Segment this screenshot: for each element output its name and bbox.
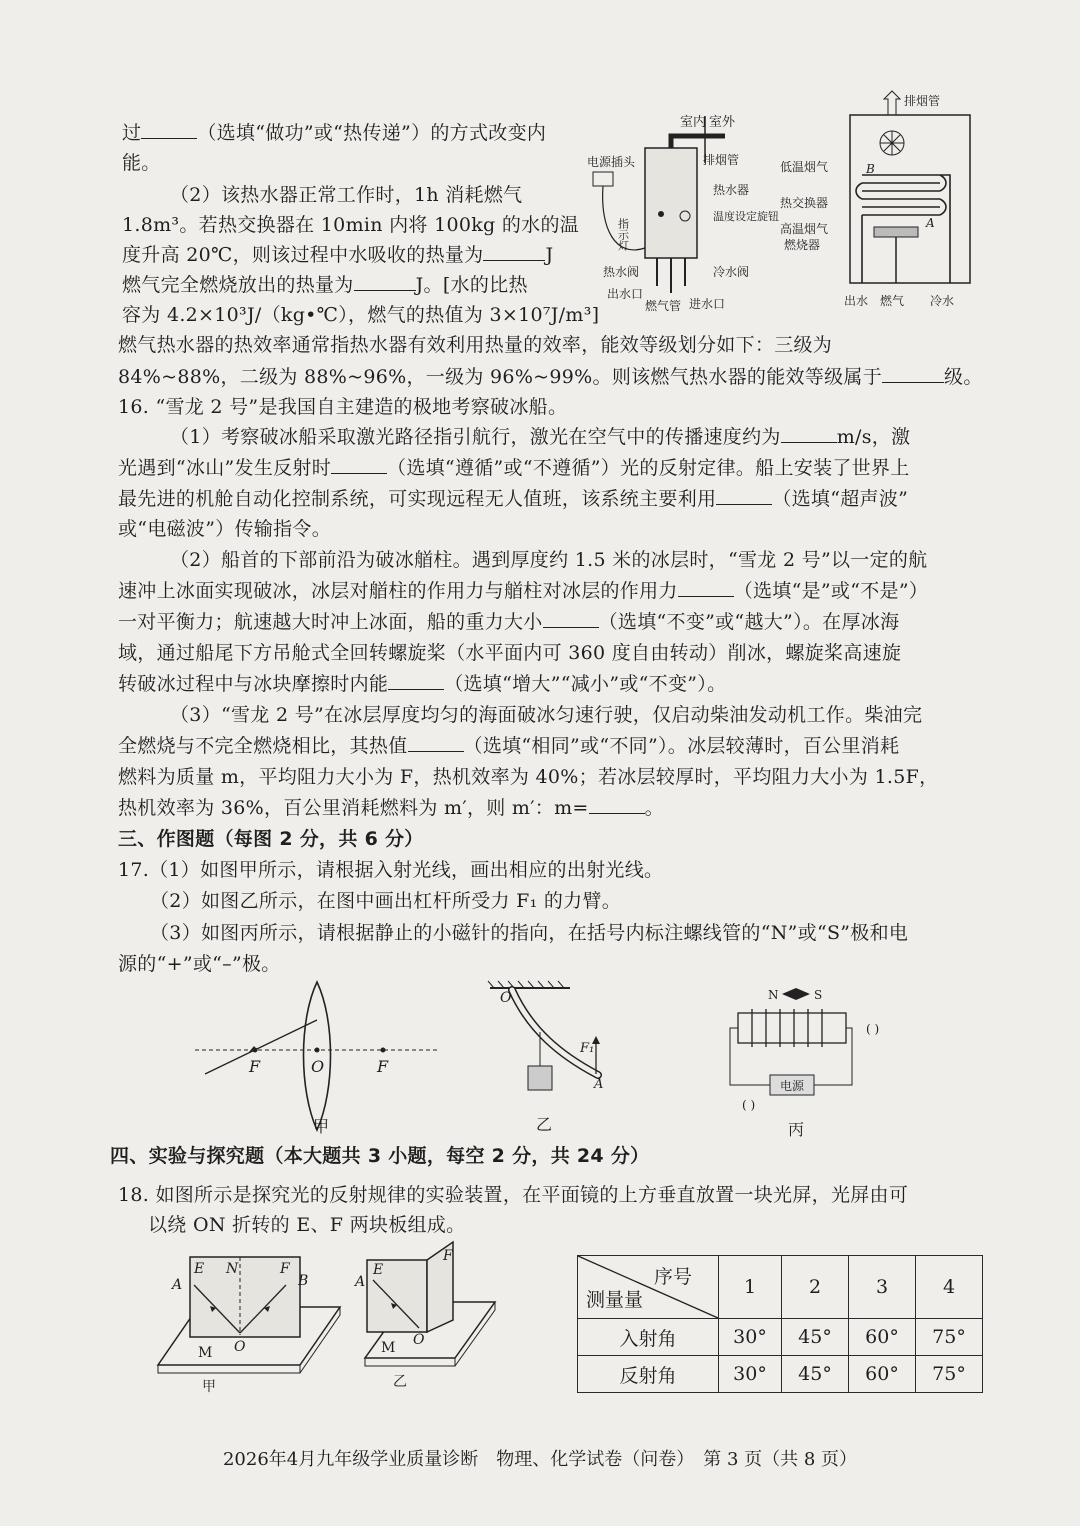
q16-p2-line1: （2）船首的下部前沿为破冰艏柱。遇到厚度约 1.5 米的冰层时，“雪龙 2 号”以一定的航 bbox=[170, 549, 928, 571]
label-exhaust-pipe: 排烟管 bbox=[703, 153, 740, 167]
label-gas: 燃气 bbox=[880, 294, 905, 308]
q15-line5: 度升高 20℃，则该过程中水吸收的热量为 J bbox=[122, 240, 553, 270]
label-temp-knob: 温度设定旋钮 bbox=[713, 210, 779, 223]
q15-line1: 过 （选填“做功”或“热传递”）的方式改变内 bbox=[122, 118, 546, 148]
label-f1: F₁ bbox=[580, 1041, 595, 1056]
table-cell: 30° bbox=[719, 1356, 782, 1393]
label-focus-left: F bbox=[249, 1057, 261, 1076]
q17-part3a: （3）如图丙所示，请根据静止的小磁针的指向，在括号内标注螺线管的“N”或“S”极和电 bbox=[150, 922, 909, 944]
q16-p2-line2: 速冲上冰面实现破冰，冰层对艏柱的作用力与艏柱对冰层的作用力 （选填“是”或“不是”） bbox=[118, 576, 928, 606]
q16-p3-line2: 全燃烧与不完全燃烧相比，其热值 （选填“相同”或“不同”）。冰层较薄时，百公里消耗 bbox=[118, 731, 899, 761]
page-footer: 2026年4月九年级学业质量诊断 物理、化学试卷（问卷） 第 3 页（共 8 页） bbox=[222, 1449, 858, 1470]
table-cell: 60° bbox=[849, 1356, 916, 1393]
focus-right bbox=[381, 1048, 386, 1053]
q15-line2: 能。 bbox=[122, 152, 161, 174]
reflection-data-table bbox=[577, 1255, 983, 1393]
lens-figure bbox=[195, 980, 445, 1135]
label-f: F bbox=[280, 1261, 290, 1277]
q16-p1-line4: 或“电磁波”）传输指令。 bbox=[118, 518, 332, 540]
q15-line8: 燃气热水器的热效率通常指热水器有效利用热量的效率，能效等级划分如下：三级为 bbox=[118, 334, 833, 356]
bracket-left: ( ) bbox=[742, 1098, 756, 1112]
q15-line7: 容为 4.2×10³J/（kg•℃），燃气的热值为 3×10⁷J/m³] bbox=[122, 304, 600, 326]
label-water-in: 进水口 bbox=[689, 297, 726, 311]
label-outdoor: 室外 bbox=[709, 115, 736, 130]
label-hot-valve: 热水阀 bbox=[603, 265, 640, 279]
incident-ray bbox=[205, 1020, 317, 1074]
col-3: 3 bbox=[849, 1256, 916, 1319]
q16-p3-line3: 燃料为质量 m，平均阻力大小为 F，热机效率为 40%；若冰层较厚时，平均阻力大小为 1.5F， bbox=[118, 766, 939, 788]
label-gas-pipe: 燃气管 bbox=[645, 299, 682, 313]
q16-stem: 16. “雪龙 2 号”是我国自主建造的极地考察破冰船。 bbox=[118, 396, 568, 418]
row-label-reflection: 反射角 bbox=[578, 1356, 719, 1393]
label-indoor: 室内 bbox=[680, 115, 707, 130]
label-b: B bbox=[866, 162, 875, 176]
label-heater: 热水器 bbox=[713, 183, 750, 197]
q17-part1: 17.（1）如图甲所示，请根据入射光线，画出相应的出射光线。 bbox=[118, 859, 664, 881]
q16-p3-line1: （3）“雪龙 2 号”在冰层厚度均匀的海面破冰匀速行驶，仅启动柴油发动机工作。柴油完 bbox=[170, 704, 923, 726]
caption-bing: 丙 bbox=[788, 1120, 805, 1139]
table-row bbox=[578, 1319, 983, 1356]
header-index: 序号 bbox=[653, 1266, 692, 1288]
label-power: 电源 bbox=[780, 1079, 805, 1093]
q16-p2-line3: 一对平衡力；航速越大时冲上冰面，船的重力大小 （选填“不变”或“越大”）。在厚冰海 bbox=[118, 607, 899, 637]
bracket-right: ( ) bbox=[866, 1022, 880, 1036]
label-pivot: O bbox=[500, 990, 512, 1006]
table-cell: 75° bbox=[916, 1356, 983, 1393]
table-cell: 30° bbox=[719, 1319, 782, 1356]
label-high-temp-gas: 高温烟气 bbox=[780, 222, 829, 236]
q15-line4: 1.8m³。若热交换器在 10min 内将 100kg 的水的温 bbox=[122, 214, 580, 236]
table-cell: 75° bbox=[916, 1319, 983, 1356]
label-a: A bbox=[926, 216, 935, 230]
col-2: 2 bbox=[782, 1256, 849, 1319]
q16-p2-line5: 转破冰过程中与冰块摩擦时内能 （选填“增大”“减小”或“不变”）。 bbox=[118, 669, 726, 699]
q17-part2: （2）如图乙所示，在图中画出杠杆所受力 F₁ 的力臂。 bbox=[150, 890, 622, 912]
q16-p3-line4: 热机效率为 36%，百公里消耗燃料为 m′，则 m′：m= 。 bbox=[118, 793, 664, 823]
label-out-water: 出水 bbox=[844, 294, 869, 308]
label-cold-water: 冷水 bbox=[930, 294, 955, 308]
compass-needle bbox=[782, 988, 810, 1000]
table-cell: 60° bbox=[849, 1319, 916, 1356]
q16-p1-line3: 最先进的机舱自动化控制系统，可实现远程无人值班，该系统主要利用 （选填“超声波” bbox=[118, 484, 908, 514]
label-exchanger: 热交换器 bbox=[780, 196, 829, 210]
label-yi-a: A bbox=[355, 1274, 366, 1290]
solenoid-figure bbox=[730, 985, 900, 1140]
q16-p2-line4: 域，通过船尾下方吊舱式全回转螺旋桨（水平面内可 360 度自由转动）削冰，螺旋桨高速旋 bbox=[118, 642, 902, 664]
caption-jia: 甲 bbox=[313, 1117, 330, 1136]
label-indicator: 指示灯 bbox=[616, 218, 630, 251]
label-cold-valve: 冷水阀 bbox=[713, 265, 750, 279]
label-yi-o: O bbox=[413, 1332, 425, 1348]
col-4: 4 bbox=[916, 1256, 983, 1319]
lever-figure bbox=[490, 980, 630, 1135]
caption-yi: 乙 bbox=[536, 1115, 553, 1134]
label-burner: 燃烧器 bbox=[784, 238, 821, 252]
col-1: 1 bbox=[719, 1256, 782, 1319]
caption-18-yi: 乙 bbox=[393, 1374, 407, 1390]
label-yi-f: F bbox=[443, 1248, 453, 1264]
lens-center bbox=[315, 1048, 320, 1053]
label-needle-s: S bbox=[814, 988, 823, 1002]
water-heater-figure bbox=[585, 108, 785, 318]
table-header-cell bbox=[578, 1256, 719, 1319]
q18-line1: 18. 如图所示是探究光的反射规律的实验装置，在平面镜的上方垂直放置一块光屏，光屏由可 bbox=[118, 1184, 909, 1206]
label-exhaust: 排烟管 bbox=[904, 94, 941, 108]
label-o: O bbox=[234, 1339, 246, 1355]
table-cell: 45° bbox=[782, 1356, 849, 1393]
label-b: B bbox=[298, 1273, 309, 1289]
row-label-incidence: 入射角 bbox=[578, 1319, 719, 1356]
label-e: E bbox=[194, 1261, 205, 1277]
q15-line3: （2）该热水器正常工作时，1h 消耗燃气 bbox=[170, 184, 523, 206]
reflection-figure-jia bbox=[150, 1255, 360, 1395]
label-center: O bbox=[311, 1057, 325, 1076]
label-needle-n: N bbox=[768, 988, 779, 1002]
label-n: N bbox=[226, 1261, 239, 1277]
header-quantity: 测量量 bbox=[586, 1289, 644, 1311]
focus-left bbox=[253, 1048, 258, 1053]
label-yi-e: E bbox=[373, 1262, 384, 1278]
table-cell: 45° bbox=[782, 1319, 849, 1356]
label-water-out: 出水口 bbox=[607, 287, 644, 301]
label-a: A bbox=[172, 1277, 183, 1293]
label-focus-right: F bbox=[377, 1057, 389, 1076]
label-low-temp-gas: 低温烟气 bbox=[780, 160, 829, 174]
q15-line6: 燃气完全燃烧放出的热量为 J。[水的比热 bbox=[122, 270, 528, 300]
table-row bbox=[578, 1356, 983, 1393]
label-power-plug: 电源插头 bbox=[587, 155, 636, 169]
label-yi-m: M bbox=[381, 1340, 396, 1356]
q17-part3b: 源的“+”或“–”极。 bbox=[118, 953, 281, 975]
q15-line9: 84%~88%，二级为 88%~96%，一级为 96%~99%。则该燃气热水器的能效等级属于 级。 bbox=[118, 362, 983, 392]
caption-18-jia: 甲 bbox=[202, 1379, 216, 1395]
q16-p1-line2: 光遇到“冰山”发生反射时 （选填“遵循”或“不遵循”）光的反射定律。船上安装了世界上 bbox=[118, 453, 910, 483]
heat-exchanger-figure bbox=[780, 95, 980, 310]
label-m: M bbox=[198, 1345, 213, 1361]
label-point-a: A bbox=[594, 1077, 604, 1092]
q18-line2: 以绕 ON 折转的 E、F 两块板组成。 bbox=[148, 1214, 466, 1236]
reflection-figure-yi bbox=[355, 1240, 555, 1390]
section3-heading: 三、作图题（每图 2 分，共 6 分） bbox=[118, 828, 424, 850]
section4-heading: 四、实验与探究题（本大题共 3 小题，每空 2 分，共 24 分） bbox=[110, 1145, 650, 1167]
q16-p1-line1: （1）考察破冰船采取激光路径指引航行，激光在空气中的传播速度约为 m/s，激 bbox=[170, 422, 910, 452]
